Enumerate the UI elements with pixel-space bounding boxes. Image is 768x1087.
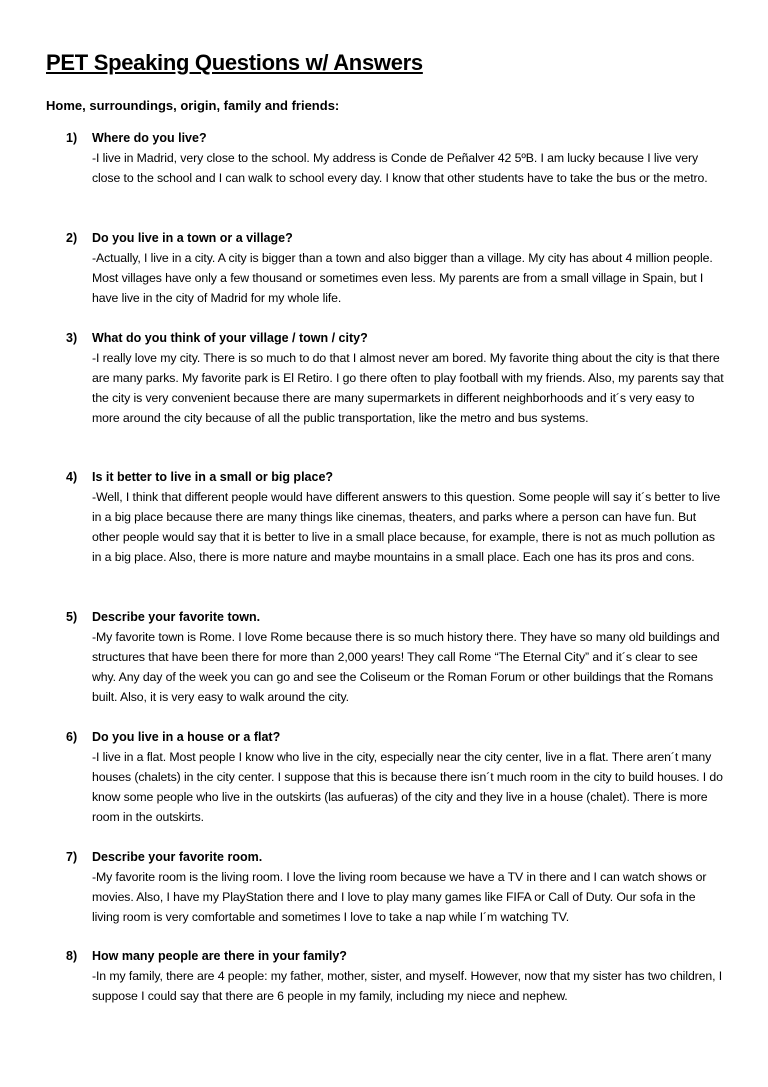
document-title: PET Speaking Questions w/ Answers: [46, 50, 423, 75]
answer-text: -I really love my city. There is so much to do that I almost never am bored. My favorite thing about the city is that there are many parks. My favorite park is El Retiro. I go there often to play football with my friends. Also, my parents say that the city is very convenient because there are many supermarkets in different neighborhoods and it´s very easy to more around the city because of all the public transportation, like the metro and bus systems.: [92, 351, 724, 425]
question-text: Do you live in a house or a flat?: [92, 730, 281, 744]
answer-text: -In my family, there are 4 people: my father, mother, sister, and myself. However, now that my sister has two children, I suppose I could say that there are 6 people in my family, including my niece and nephew.: [92, 969, 723, 1003]
section-heading: Home, surroundings, origin, family and friends:: [46, 98, 340, 113]
question-number: 1): [66, 131, 78, 145]
question-text: Describe your favorite room.: [92, 850, 263, 864]
answer-text: -Actually, I live in a city. A city is bigger than a town and also bigger than a village. My city has about 4 million people. Most villages have only a few thousand or sometimes even less. My parents are from a small village in Spain, but I have live in the city of Madrid for my whole life.: [92, 251, 713, 305]
question-number: 8): [66, 949, 78, 963]
question-number: 2): [66, 231, 78, 245]
question-number: 5): [66, 610, 78, 624]
question-text: How many people are there in your family?: [92, 949, 347, 963]
question-text: Is it better to live in a small or big place?: [92, 470, 334, 484]
question-number: 7): [66, 850, 78, 864]
answer-text: -I live in a flat. Most people I know who live in the city, especially near the city center, live in a flat. There aren´t many houses (chalets) in the city center. I suppose that this is because there isn´t much room in the city to build houses. I do know some people who live in the outskirts (las aufueras) of the city and they live in a house (chalet). There is more room in the outskirts.: [92, 750, 723, 824]
answer-text: -Well, I think that different people would have different answers to this question. Some people will say it´s better to live in a big place because there are many things like cinemas, theaters, and parks where a person can have fun. But other people would say that it is better to live in a small place because, for example, there is not as much pollution as in a big place. Also, there is more nature and maybe mountains in a small place. Each one has its pros and cons.: [92, 490, 721, 564]
question-text: Where do you live?: [92, 131, 207, 145]
answer-text: -I live in Madrid, very close to the school. My address is Conde de Peñalver 42 5ºB. I am lucky because I live very close to the school and I can walk to school every day. I know that other students have to take the bus or the metro.: [92, 151, 708, 185]
question-number: 6): [66, 730, 78, 744]
question-text: Describe your favorite town.: [92, 610, 261, 624]
question-text: Do you live in a town or a village?: [92, 231, 293, 245]
answer-text: -My favorite room is the living room. I love the living room because we have a TV in there and I can watch shows or movies. Also, I have my PlayStation there and I love to play many games like FIFA or Call of Duty. Our sofa in the living room is very comfortable and sometimes I love to take a nap while I´m watching TV.: [92, 870, 707, 924]
answer-text: -My favorite town is Rome. I love Rome because there is so much history there. They have so many old buildings and structures that have been there for more than 2,000 years! They call Rome “The Eternal City” and it´s clear to see why. Any day of the week you can go and see the Coliseum or the Roman Forum or other buildings that the Romans built. Also, it is very easy to walk around the city.: [92, 630, 720, 704]
question-number: 3): [66, 331, 78, 345]
question-text: What do you think of your village / town / city?: [92, 331, 368, 345]
question-number: 4): [66, 470, 78, 484]
